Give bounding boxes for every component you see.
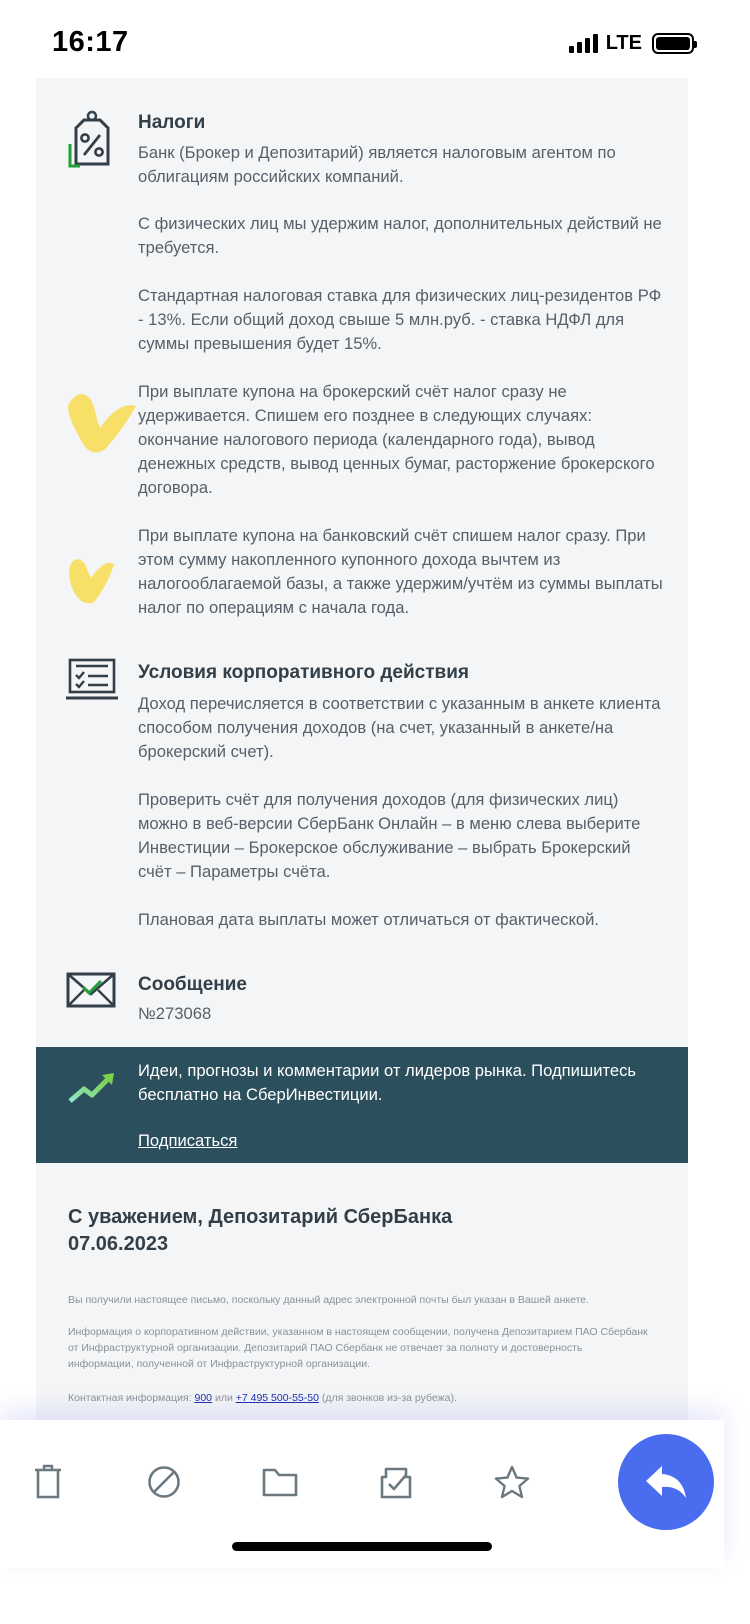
message-section	[36, 968, 688, 1038]
sticker-checkmark-small	[66, 552, 118, 611]
status-indicators	[569, 32, 694, 54]
conditions-title: Условия корпоративного действия	[138, 662, 469, 683]
taxes-paragraph-5: При выплате купона на банковский счёт спишем налог сразу. При этом сумму накопленного купонного дохода вычтем из налогооблагаемой базы, а также удержим/учтём из суммы выплаты налог по операциям с начала года.	[138, 526, 663, 617]
bottom-toolbar	[0, 1420, 724, 1568]
trend-up-icon	[68, 1069, 118, 1110]
reply-button[interactable]	[618, 1434, 714, 1530]
conditions-paragraph-2: Проверить счёт для получения доходов (для физических лиц) можно в веб-версии СберБанк Онлайн – в меню слева выберите Инвестиции – Брокерское обслуживание – выбрать Брокерский счёт – Параметры счёта.	[138, 790, 641, 881]
network-type: LTE	[605, 31, 642, 54]
promo-text: Идеи, прогнозы и комментарии от лидеров рынка. Подпишитесь бесплатно на СберИнвестиции.	[138, 1061, 637, 1104]
taxes-title: Налоги	[138, 112, 206, 133]
signature-line: С уважением, Депозитарий СберБанка	[68, 1206, 453, 1228]
message-number: №273068	[138, 1004, 212, 1023]
mark-button[interactable]	[376, 1462, 416, 1502]
spam-button[interactable]	[144, 1462, 184, 1502]
envelope-check-icon	[66, 970, 118, 1030]
conditions-section	[36, 658, 688, 938]
taxes-paragraph-1: Банк (Брокер и Депозитарий) является налоговым агентом по облигациям российских компаний.	[138, 143, 616, 186]
taxes-section	[36, 78, 688, 638]
message-title: Сообщение	[138, 974, 247, 995]
folder-icon	[262, 1467, 298, 1497]
conditions-paragraph-1: Доход перечисляется в соответствии с указанным в анкете клиента способом получения доходов (на счет, указанный в анкете/на брокерский счет).	[138, 694, 661, 761]
footer-note-2: Информация о корпоративном действии, указанном в настоящем сообщении, получена Депозитарием ПАО Сбербанк от Инфраструктурной организации. Депозитарий ПАО Сбербанк не отвечает за полноту и достоверность информации, полученной от Инфраструктурной организации.	[68, 1326, 648, 1370]
taxes-paragraph-4: При выплате купона на брокерский счёт налог сразу не удерживается. Спишем его позднее в следующих случаях: окончание налогового периода (календарного года), вывод денежных средств, вывод ценных бумаг, расторжение брокерского договора.	[138, 382, 655, 497]
star-icon	[494, 1465, 530, 1499]
signature	[68, 1204, 452, 1258]
star-button[interactable]	[492, 1462, 532, 1502]
spam-block-icon	[147, 1465, 181, 1499]
contact-or: или	[214, 1392, 233, 1404]
footer-contacts	[68, 1390, 648, 1406]
taxes-paragraph-2: С физических лиц мы удержим налог, дополнительных действий не требуется.	[138, 214, 662, 257]
status-bar	[0, 0, 724, 80]
promo-banner	[36, 1047, 688, 1163]
contact-prefix: Контактная информация:	[68, 1392, 192, 1404]
taxes-paragraph-3: Стандартная налоговая ставка для физических лиц-резидентов РФ - 13%. Если общий доход свыше 5 млн.руб. - ставка НДФЛ для суммы превышения будет 15%.	[138, 286, 662, 353]
signal-icon	[569, 33, 598, 53]
delete-button[interactable]	[28, 1462, 68, 1502]
battery-icon	[652, 33, 694, 54]
contact-suffix: (для звонков из-за рубежа).	[321, 1392, 457, 1404]
home-indicator	[232, 1542, 492, 1551]
footer-note-1: Вы получили настоящее письмо, поскольку данный адрес электронной почты был указан в Вашей анкете.	[68, 1294, 590, 1306]
phone-long-link[interactable]: +7 495 500-55-50	[235, 1392, 319, 1404]
sticker-checkmark-large	[64, 384, 140, 459]
signature-date: 07.06.2023	[68, 1233, 169, 1255]
reply-icon	[644, 1464, 688, 1500]
tax-percent-icon	[66, 108, 118, 168]
conditions-paragraph-3: Плановая дата выплаты может отличаться от фактической.	[138, 910, 600, 929]
subscribe-link[interactable]: Подписаться	[138, 1131, 238, 1150]
trash-icon	[32, 1464, 64, 1500]
mark-done-icon	[378, 1465, 414, 1499]
checklist-icon	[66, 658, 118, 718]
move-to-folder-button[interactable]	[260, 1462, 300, 1502]
status-time: 16:17	[52, 26, 129, 58]
phone-short-link[interactable]: 900	[194, 1392, 213, 1404]
